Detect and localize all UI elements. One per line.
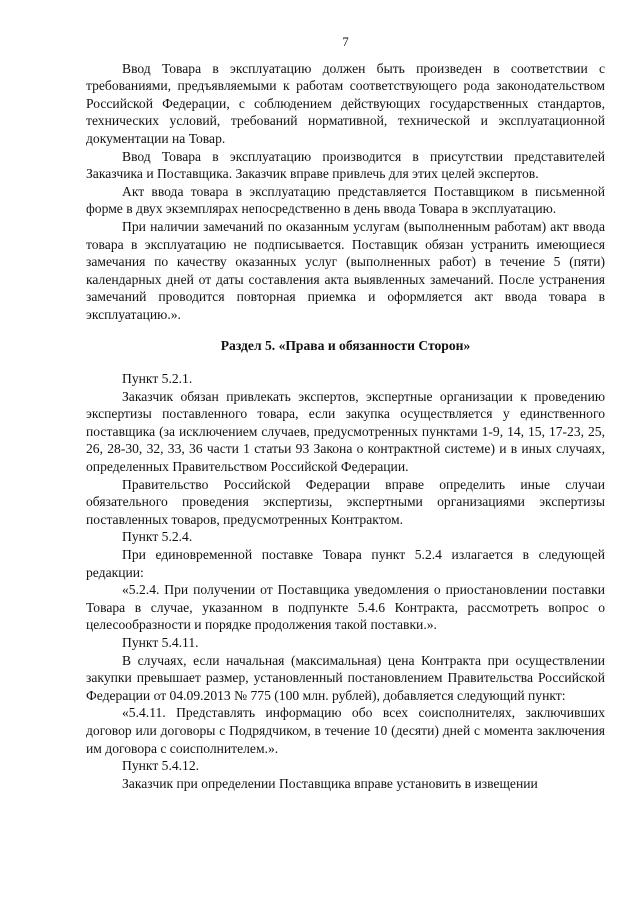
paragraph: В случаях, если начальная (максимальная) цена Контракта при осуществлении закупки превышает размер, установленный постановлением Правительства Российской Федерации от 04.09.2013 № 775 (100 млн. рублей), добавляется следующий пункт: bbox=[86, 652, 605, 703]
clause-heading: Пункт 5.2.4. bbox=[122, 529, 193, 545]
paragraph: Правительство Российской Федерации вправе определить иные случаи обязательного проведения экспертизы, экспертными организациями экспертизы поставленных товаров, предусмотренных Контрактом. bbox=[86, 476, 605, 527]
paragraph: При единовременной поставке Товара пункт 5.2.4 излагается в следующей редакции: bbox=[86, 547, 605, 580]
page-number: 7 bbox=[342, 35, 349, 49]
clause-heading: Пункт 5.2.1. bbox=[122, 371, 193, 387]
clause-heading: Пункт 5.4.12. bbox=[122, 758, 200, 774]
paragraph: Ввод Товара в эксплуатацию производится в присутствии представителей Заказчика и Поставщика. Заказчик вправе привлечь для этих целей экспертов. bbox=[86, 148, 605, 182]
section-title: Раздел 5. «Права и обязанности Сторон» bbox=[220, 337, 471, 353]
paragraph: «5.4.11. Представлять информацию обо всех соисполнителях, заключивших договор или договоры с Подрядчиком, в течение 10 (десяти) дней с момента заключения им договора с соисполнителем.». bbox=[86, 705, 605, 756]
clause-heading: Пункт 5.4.11. bbox=[122, 635, 199, 650]
paragraph: Заказчик обязан привлекать экспертов, экспертные организации к проведению экспертизы поставленного товара, если закупка осуществляется у единственного поставщика (за исключением случаев, предусмотренных пунктами 1-9, 14, 15, 17-23, 25, 26, 28-30, 32, 33, 36 части 1 статьи 93 Закона о контрактной системе) и в иных случаях, определенных Правительством Российской Федерации. bbox=[86, 388, 605, 475]
paragraph: «5.2.4. При получении от Поставщика уведомления о приостановлении поставки Товара в случае, указанном в подпункте 5.4.6 Контракта, рассмотреть вопрос о целесообразности и порядке продолжения такой поставки.». bbox=[86, 582, 605, 633]
paragraph: При наличии замечаний по оказанным услугам (выполненным работам) акт ввода товара в эксплуатацию не подписывается. Поставщик обязан устранить имеющиеся замечания по качеству оказанных услуг (выполненных работ) в течение 5 (пяти) календарных дней от даты составления акта выявленных замечаний. После устранения замечаний проводится повторная приемка и оформляется акт ввода товара в эксплуатацию.». bbox=[86, 218, 605, 322]
paragraph: Заказчик при определении Поставщика вправе установить в извещении bbox=[122, 775, 538, 791]
paragraph: Акт ввода товара в эксплуатацию представляется Поставщиком в письменной форме в двух экземплярах непосредственно в день ввода Товара в эксплуатацию. bbox=[86, 183, 605, 217]
paragraph: Ввод Товара в эксплуатацию должен быть произведен в соответствии с требованиями, предъявляемыми к работам соответствующего рода законодательством Российской Федерации, с соблюдением действующих государственных стандартов, технических условий, требований нормативной, технической и эксплуатационной документации на Товар. bbox=[86, 60, 605, 146]
